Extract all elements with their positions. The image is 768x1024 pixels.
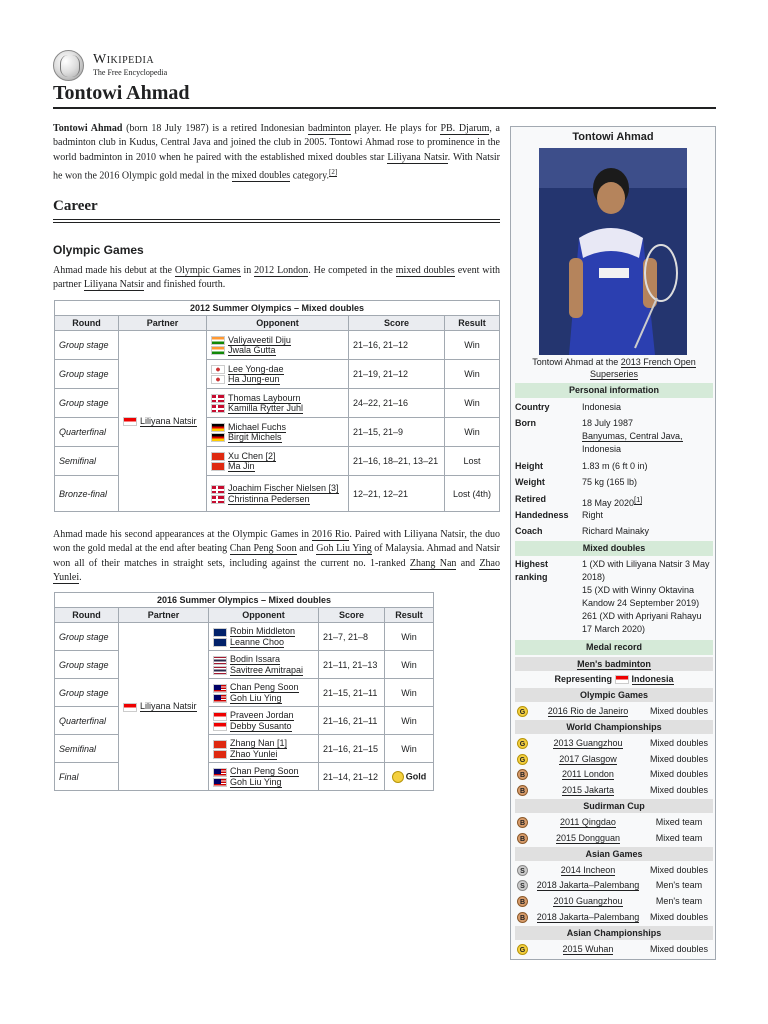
link-medal-event[interactable]: 2015 Wuhan: [562, 943, 614, 954]
cell-round: Semifinal: [55, 447, 119, 476]
p-text: of Malaysia. Ahmad and Natsir won all of their matches in straight sets, including against the current no. 1-ranked: [53, 543, 500, 569]
mixed-doubles-header: Mixed doubles: [515, 541, 713, 556]
medal-event: [533, 752, 643, 767]
player-photo[interactable]: [539, 148, 687, 355]
p-text: Ahmad made his second appearances at the Olympic Games in: [53, 529, 312, 540]
link-opponent[interactable]: Goh Liu Ying: [230, 776, 282, 787]
table-row: [55, 763, 434, 791]
medal-row: [515, 736, 713, 751]
cell-opponent: [209, 763, 319, 791]
link-medal-event[interactable]: 2015 Jakarta: [561, 785, 615, 796]
col-header: Opponent: [207, 316, 349, 331]
indonesia-flag-icon: [123, 417, 137, 426]
table-row: [55, 679, 434, 707]
cell-score: 21–15, 21–9: [349, 418, 445, 447]
born-date: 18 July 1987: [582, 418, 634, 428]
medal-category: Mixed team: [655, 817, 703, 827]
col-header: Result: [385, 608, 434, 623]
paragraph-2012: [53, 264, 500, 293]
representing-label: Representing: [554, 674, 612, 684]
link-opponent[interactable]: Lee Yong-dae: [228, 363, 284, 374]
table-caption: 2012 Summer Olympics – Mixed doubles: [54, 300, 500, 315]
link-partner[interactable]: Liliyana Natsir: [140, 415, 197, 426]
col-header: Score: [349, 316, 445, 331]
cell-score: 21–19, 21–12: [349, 360, 445, 389]
malaysia-flag-icon: [213, 684, 227, 693]
value-coach: Richard Mainaky: [582, 526, 650, 536]
bronze-medal-icon: B: [517, 912, 528, 923]
cell-partner: [119, 331, 207, 512]
link-opponent[interactable]: Robin Middleton: [230, 626, 296, 637]
cell-round: Quarterfinal: [55, 707, 119, 735]
label-retired: Retired: [515, 494, 547, 504]
indonesia-flag-icon: [213, 712, 227, 721]
cell-result: Win: [445, 360, 500, 389]
label-height: Height: [515, 461, 543, 471]
medal-event: [533, 878, 643, 893]
china-flag-icon: [211, 462, 225, 471]
cell-score: 24–22, 21–16: [349, 389, 445, 418]
cell-result: Win: [445, 389, 500, 418]
link-pb-djarum[interactable]: PB. Djarum: [440, 123, 490, 134]
value-retired: [582, 493, 714, 510]
link-medal-event[interactable]: 2018 Jakarta–Palembang: [536, 880, 640, 891]
medal-category: Mixed doubles: [649, 864, 709, 875]
page-title: Tontowi Ahmad: [53, 82, 190, 104]
link-opponent[interactable]: Savitree Amitrapai: [230, 664, 304, 675]
cell-score: 21–16, 21–15: [319, 735, 385, 763]
medal-category: Mixed doubles: [649, 737, 709, 748]
silver-medal-icon: S: [517, 880, 528, 891]
medal-row: [515, 942, 713, 957]
link-opponent[interactable]: Christinna Pedersen: [228, 493, 310, 504]
medal-category: Mixed doubles: [649, 943, 709, 954]
medal-event: [533, 767, 643, 782]
puzzle-globe-icon: [53, 50, 84, 81]
p-text: . He competed in the: [308, 265, 396, 276]
infobox: [510, 126, 716, 960]
link-medal-event[interactable]: 2014 Incheon: [560, 864, 616, 875]
intro-text: . With Natsir he won the 2016 Olympic gold medal in the: [53, 151, 501, 182]
table-row: [55, 735, 434, 763]
logo-tagline: The Free Encyclopedia: [93, 68, 168, 77]
cell-score: 21–16, 21–12: [349, 331, 445, 360]
infobox-title: Tontowi Ahmad: [572, 131, 654, 143]
medal-row: [515, 767, 713, 782]
link-partner[interactable]: Liliyana Natsir: [140, 701, 197, 712]
medal-record-header: Medal record: [515, 640, 713, 655]
indonesia-flag-icon: [615, 675, 629, 684]
korea-flag-icon: [211, 375, 225, 384]
link-opponent[interactable]: Birgit Michels: [228, 432, 282, 442]
cell-round: Group stage: [55, 331, 119, 360]
section-divider: [53, 222, 500, 223]
denmark-flag-icon: [211, 495, 225, 504]
denmark-flag-icon: [211, 394, 225, 403]
link-opponent[interactable]: Xu Chen [2]: [228, 450, 276, 461]
born-country: Indonesia: [582, 444, 622, 454]
table-caption: 2016 Summer Olympics – Mixed doubles: [54, 592, 434, 607]
link-medal-event[interactable]: 2013 Guangzhou: [553, 737, 623, 748]
p-text: Ahmad made his debut at the: [53, 265, 175, 276]
cell-round: Final: [55, 763, 119, 791]
logo-wordmark: Wikipedia: [93, 52, 155, 67]
ranking-1: 1 (XD with Liliyana Natsir 3 May 2018): [582, 559, 710, 582]
malaysia-flag-icon: [213, 768, 227, 777]
australia-flag-icon: [213, 628, 227, 637]
thailand-flag-icon: [213, 666, 227, 675]
reference-link[interactable]: [2]: [328, 167, 338, 176]
cell-result: Win: [445, 331, 500, 360]
label-country: Country: [515, 402, 550, 412]
medal-row: [515, 815, 713, 830]
cell-result: Lost (4th): [445, 476, 500, 512]
link-opponent[interactable]: Kamilla Rytter Juhl: [228, 403, 304, 413]
denmark-flag-icon: [211, 485, 225, 494]
section-divider: [53, 219, 500, 220]
china-flag-icon: [211, 452, 225, 461]
link-indonesia[interactable]: Indonesia: [631, 674, 674, 684]
cell-score: 21–16, 21–11: [319, 707, 385, 735]
wikipedia-logo[interactable]: [53, 50, 213, 82]
table-2012-olympics: [54, 300, 500, 512]
link-liliyana-natsir[interactable]: Liliyana Natsir: [387, 151, 448, 163]
medal-row: [515, 831, 713, 846]
col-header: Round: [55, 608, 119, 623]
link-goh-liu-ying[interactable]: Goh Liu Ying: [316, 543, 372, 555]
cell-opponent: [209, 735, 319, 763]
medal-event: [533, 942, 643, 957]
link-opponent[interactable]: Jwala Gutta: [228, 345, 276, 355]
medal-row: [515, 910, 713, 925]
value-handedness: Right: [582, 510, 604, 520]
link-opponent[interactable]: Debby Susanto: [230, 720, 292, 731]
cell-opponent: [207, 360, 349, 389]
malaysia-flag-icon: [213, 694, 227, 703]
australia-flag-icon: [213, 638, 227, 647]
denmark-flag-icon: [211, 404, 225, 413]
medal-row: [515, 783, 713, 798]
label-weight: Weight: [515, 477, 545, 487]
label-born: Born: [515, 418, 536, 428]
link-opponent[interactable]: Praveen Jordan: [230, 710, 294, 721]
ranking-3: 261 (XD with Apriyani Rahayu 17 March 2020): [582, 611, 702, 634]
cell-result: Win: [385, 623, 434, 651]
medal-row: [515, 878, 713, 893]
cell-result: Win: [385, 735, 434, 763]
value-height: 1.83 m (6 ft 0 in): [582, 461, 648, 471]
link-opponent[interactable]: Chan Peng Soon: [230, 766, 299, 777]
cell-score: 21–11, 21–13: [319, 651, 385, 679]
p-text: .: [79, 571, 82, 583]
china-flag-icon: [213, 750, 227, 759]
gold-medal-icon: G: [517, 738, 528, 749]
gold-medal-icon: G: [517, 754, 528, 765]
table-row: [55, 707, 434, 735]
cell-result: [385, 763, 434, 791]
silver-medal-icon: S: [517, 865, 528, 876]
medal-row: [515, 894, 713, 909]
personal-info-header: Personal information: [515, 383, 713, 398]
indonesia-flag-icon: [213, 722, 227, 731]
mens-badminton-header: [515, 657, 713, 671]
link-opponent[interactable]: Joachim Fischer Nielsen [3]: [228, 483, 339, 494]
label-ranking: Highest ranking: [515, 559, 549, 582]
representing-row: [515, 672, 713, 687]
cell-opponent: [209, 623, 319, 651]
medal-event: [533, 863, 643, 878]
subsection-olympic-games: Olympic Games: [53, 243, 144, 257]
link-opponent[interactable]: Bodin Issara: [230, 654, 281, 665]
cell-round: Quarterfinal: [55, 418, 119, 447]
link-opponent[interactable]: Zhao Yunlei: [230, 748, 278, 759]
medal-category: Mixed team: [655, 832, 703, 843]
medal-category: Mixed doubles: [649, 785, 709, 796]
medal-row: [515, 863, 713, 878]
link-zhang-nan[interactable]: Zhang Nan: [409, 557, 457, 569]
medal-category: Mixed doubles: [649, 706, 709, 716]
cell-opponent: [209, 707, 319, 735]
link-2016-rio[interactable]: 2016 Rio: [311, 529, 350, 540]
medal-category: Mixed doubles: [649, 769, 709, 780]
result-text: Gold: [405, 770, 427, 781]
link-opponent[interactable]: Thomas Laybourn: [228, 392, 301, 403]
medal-event: [533, 894, 643, 909]
medal-event: [533, 815, 643, 830]
paragraph-2016: [53, 528, 500, 585]
germany-flag-icon: [211, 423, 225, 432]
table-2016-olympics: [54, 592, 434, 791]
bronze-medal-icon: B: [517, 769, 528, 780]
cell-score: 21–15, 21–11: [319, 679, 385, 707]
indonesia-flag-icon: [123, 703, 137, 712]
medal-group-header: Asian Games: [515, 847, 713, 861]
link-liliyana-natsir[interactable]: Liliyana Natsir: [83, 279, 145, 291]
value-weight: 75 kg (165 lb): [582, 477, 638, 487]
korea-flag-icon: [211, 365, 225, 374]
cell-opponent: [207, 418, 349, 447]
link-opponent[interactable]: Chan Peng Soon: [230, 682, 299, 693]
link-2013-french-open[interactable]: 2013 French Open Superseries: [589, 357, 696, 379]
p-text: and: [456, 557, 480, 569]
intro-text: (born 18 July 1987) is a retired Indonesian: [122, 123, 309, 134]
link-mixed-doubles[interactable]: mixed doubles: [395, 265, 455, 276]
p-text: and finished fourth.: [144, 279, 226, 291]
link-2012-london[interactable]: 2012 London: [254, 265, 309, 276]
medal-category: Mixed doubles: [649, 912, 709, 922]
germany-flag-icon: [211, 433, 225, 442]
link-opponent[interactable]: Michael Fuchs: [228, 421, 287, 432]
value-country: Indonesia: [582, 402, 622, 412]
cell-opponent: [207, 389, 349, 418]
title-divider: [53, 107, 716, 109]
china-flag-icon: [213, 740, 227, 749]
cell-result: Win: [385, 651, 434, 679]
cell-score: 21–16, 18–21, 13–21: [349, 447, 445, 476]
cell-result: Win: [385, 679, 434, 707]
intro-paragraph: [53, 122, 500, 184]
gold-medal-icon: [392, 771, 404, 783]
cell-score: 21–14, 21–12: [319, 763, 385, 791]
link-opponent[interactable]: Ma Jin: [228, 461, 255, 471]
retired-date: 18 May 2020: [582, 498, 635, 508]
link-banyumas[interactable]: Banyumas, Central Java,: [582, 431, 683, 441]
gold-medal-icon: G: [517, 706, 528, 717]
cell-round: Semifinal: [55, 735, 119, 763]
col-header: Partner: [119, 316, 207, 331]
value-ranking: [582, 558, 714, 636]
medal-event: [533, 831, 643, 846]
cell-result: Win: [385, 707, 434, 735]
bronze-medal-icon: B: [517, 833, 528, 844]
col-header: Partner: [119, 608, 209, 623]
medal-event: [533, 783, 643, 798]
medal-row: [515, 752, 713, 767]
table-row: [55, 623, 434, 651]
gold-medal-icon: G: [517, 944, 528, 955]
link-zhao-yunlei[interactable]: Zhao Yunlei: [53, 557, 500, 583]
label-handedness: Handedness: [515, 510, 569, 520]
ranking-2: 15 (XD with Winny Oktavina Kandow 24 September 2019): [582, 585, 700, 608]
bronze-medal-icon: B: [517, 817, 528, 828]
link-badminton[interactable]: badminton: [308, 123, 351, 134]
p-text: in: [240, 265, 255, 276]
medal-group-header: World Championships: [515, 720, 713, 734]
cell-round: Group stage: [55, 679, 119, 707]
medal-event: [533, 736, 643, 751]
link-medal-event[interactable]: 2018 Jakarta–Palembang: [536, 912, 640, 922]
link-medal-event[interactable]: 2015 Dongguan: [555, 832, 621, 843]
p-text: . Paired with Liliyana Natsir, the duo won the gold medal at the end after beating: [53, 529, 500, 555]
intro-text: , a badminton club in Kudus, Central Java and joined the club in 2005. Tontowi Ahmad rose to prominence in the world badminton in 2010 when he paired with the established mixed doubles star: [53, 123, 500, 163]
medal-group-header: Sudirman Cup: [515, 799, 713, 813]
intro-text: category.: [290, 170, 329, 182]
malaysia-flag-icon: [213, 778, 227, 787]
col-header: Score: [319, 608, 385, 623]
table-row: [55, 331, 500, 360]
cell-round: Group stage: [55, 623, 119, 651]
cell-opponent: [209, 679, 319, 707]
thailand-flag-icon: [213, 656, 227, 665]
medal-event: [533, 704, 643, 719]
photo-caption: [519, 356, 709, 380]
medal-category: Mixed doubles: [649, 753, 709, 764]
cell-opponent: [207, 447, 349, 476]
intro-text: player. He plays for: [350, 123, 441, 134]
col-header: Result: [445, 316, 500, 331]
cell-partner: [119, 623, 209, 791]
link-medal-event[interactable]: 2011 Qingdao: [560, 817, 616, 827]
reference-link[interactable]: [1]: [634, 495, 643, 504]
cell-score: 12–21, 12–21: [349, 476, 445, 512]
cell-opponent: [209, 651, 319, 679]
cell-result: Win: [445, 418, 500, 447]
bronze-medal-icon: B: [517, 896, 528, 907]
link-medal-event[interactable]: 2011 London: [562, 769, 614, 780]
caption-text: Tontowi Ahmad at the: [532, 357, 621, 367]
medal-category: Men's team: [655, 880, 703, 891]
link-mixed-doubles[interactable]: mixed doubles: [231, 170, 291, 182]
cell-round: Group stage: [55, 389, 119, 418]
section-career: Career: [53, 198, 98, 214]
link-medal-event[interactable]: 2017 Glasgow: [559, 753, 617, 764]
link-opponent[interactable]: Ha Jung-eun: [228, 374, 280, 384]
cell-round: Bronze-final: [55, 476, 119, 512]
col-header: Round: [55, 316, 119, 331]
link-opponent[interactable]: Leanne Choo: [230, 636, 285, 647]
medal-group-header: Asian Championships: [515, 926, 713, 940]
cell-score: 21–7, 21–8: [319, 623, 385, 651]
cell-round: Group stage: [55, 651, 119, 679]
medal-event: [533, 910, 643, 925]
cell-round: Group stage: [55, 360, 119, 389]
p-text: event with partner: [53, 265, 501, 291]
medal-category: Men's team: [655, 896, 703, 907]
cell-opponent: [207, 476, 349, 512]
india-flag-icon: [211, 336, 225, 345]
link-opponent[interactable]: Valiyaveetil Diju: [228, 334, 291, 345]
india-flag-icon: [211, 346, 225, 355]
cell-opponent: [207, 331, 349, 360]
link-opponent[interactable]: Goh Liu Ying: [230, 692, 282, 703]
link-medal-event[interactable]: 2016 Rio de Janeiro: [547, 706, 629, 716]
medal-group-header: Olympic Games: [515, 688, 713, 702]
p-text: and: [296, 543, 317, 555]
player-photo-illustration: [539, 148, 687, 355]
col-header: Opponent: [209, 608, 319, 623]
link-medal-event[interactable]: 2010 Guangzhou: [553, 896, 623, 907]
value-born: [582, 417, 714, 456]
link-olympic-games[interactable]: Olympic Games: [174, 265, 241, 276]
cell-result: Lost: [445, 447, 500, 476]
link-mens-badminton[interactable]: Men's badminton: [577, 659, 651, 669]
link-chan-peng-soon[interactable]: Chan Peng Soon: [229, 543, 297, 555]
link-opponent[interactable]: Zhang Nan [1]: [230, 738, 288, 749]
medal-row: [515, 704, 713, 719]
table-row: [55, 651, 434, 679]
label-coach: Coach: [515, 526, 543, 536]
bronze-medal-icon: B: [517, 785, 528, 796]
intro-bold-name: Tontowi Ahmad: [53, 123, 123, 134]
